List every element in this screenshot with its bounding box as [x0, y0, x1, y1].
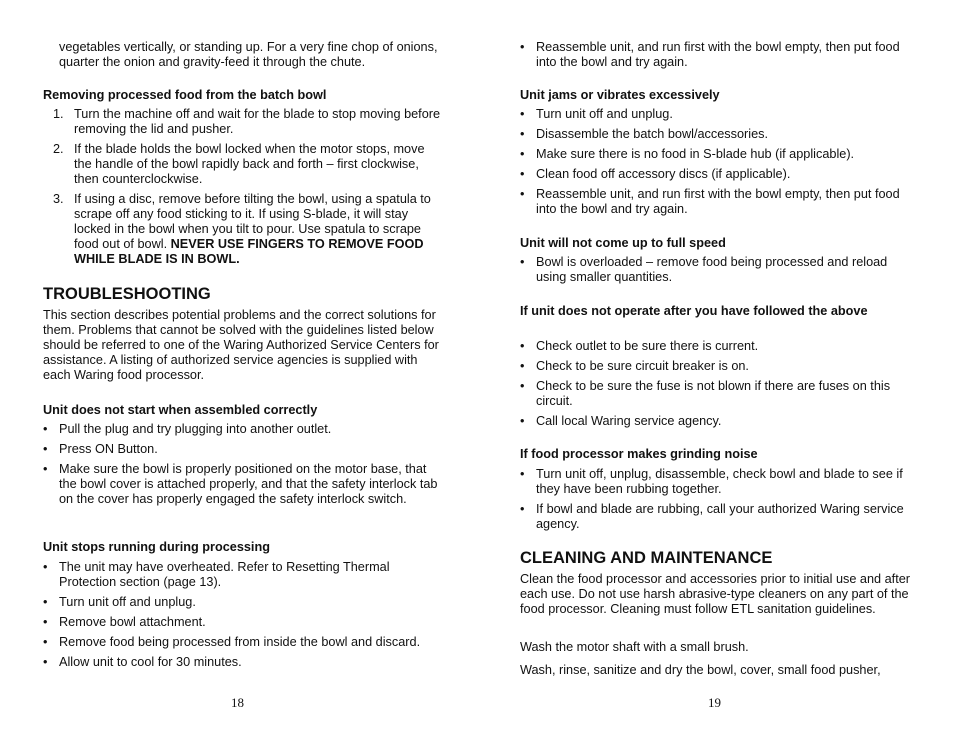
bullet: • [43, 442, 48, 456]
list-item [43, 442, 443, 457]
jams-heading: Unit jams or vibrates excessively [520, 88, 720, 102]
list-item [520, 467, 912, 497]
not-operate-list [520, 339, 912, 434]
bullet: • [43, 655, 48, 669]
bullet: • [43, 462, 48, 476]
item-text: Reassemble unit, and run first with the bowl empty, then put food into the bowl and try again. [536, 40, 900, 69]
item-text: Disassemble the batch bowl/accessories. [536, 127, 769, 141]
bullet: • [520, 414, 525, 428]
not-start-list [43, 422, 443, 512]
list-item [43, 655, 443, 670]
item-text: Allow unit to cool for 30 minutes. [59, 655, 242, 669]
list-item [520, 147, 912, 162]
bullet: • [520, 502, 525, 516]
list-item [43, 615, 443, 630]
bullet: • [520, 339, 525, 353]
list-item [520, 255, 912, 285]
item-text: Turn unit off and unplug. [536, 107, 673, 121]
item-text: Check outlet to be sure there is current. [536, 339, 759, 353]
step-text: If the blade holds the bowl locked when the motor stops, move the handle of the bowl rapidly back and forth – first clockwise, then counterclockwise. [74, 142, 425, 186]
step-text: If using a disc, remove before tilting the bowl, using a spatula to scrape off any food sticking to it. If using S-blade, it will stay locked in the bowl when you tilt to pour. Use spatula to scrape food out of bowl. [74, 192, 431, 251]
grinding-list [520, 467, 912, 537]
page-number-right: 19 [708, 695, 721, 710]
bullet: • [520, 467, 525, 481]
item-text: Check to be sure the fuse is not blown if there are fuses on this circuit. [536, 379, 891, 408]
step-2 [43, 142, 443, 187]
removing-heading: Removing processed food from the batch bowl [43, 88, 327, 102]
list-item [43, 635, 443, 650]
list-item [520, 40, 912, 70]
step-3 [43, 192, 443, 267]
item-text: Press ON Button. [59, 442, 158, 456]
cleaning-paragraph-2: Wash the motor shaft with a small brush. [520, 640, 749, 654]
item-text: Make sure there is no food in S-blade hub (if applicable). [536, 147, 855, 161]
step-number: 2. [53, 142, 64, 156]
list-item [520, 359, 912, 374]
stops-heading: Unit stops running during processing [43, 540, 270, 554]
cleaning-paragraph-1: Clean the food processor and accessories prior to initial use and after each use. Do not use harsh abrasive-type cleaners on any part of the food processor. Cleaning must follow ETL sanitation guidelines. [520, 572, 911, 616]
bullet: • [520, 127, 525, 141]
bullet: • [43, 635, 48, 649]
list-item [43, 595, 443, 610]
bullet: • [43, 422, 48, 436]
not-start-heading: Unit does not start when assembled correctly [43, 403, 318, 417]
list-item [520, 502, 912, 532]
intro-continuation: vegetables vertically, or standing up. For a very fine chop of onions, quarter the onion and gravity-feed it through the chute. [59, 40, 438, 69]
bullet: • [43, 595, 48, 609]
page-number-left: 18 [231, 695, 244, 710]
item-text: Turn unit off, unplug, disassemble, check bowl and blade to see if they have been rubbing together. [536, 467, 903, 496]
bullet: • [520, 359, 525, 373]
list-item [520, 414, 912, 429]
item-text: Call local Waring service agency. [536, 414, 722, 428]
item-text: Pull the plug and try plugging into another outlet. [59, 422, 332, 436]
safety-warning: NEVER USE FINGERS TO REMOVE FOOD WHILE BLADE IS IN BOWL. [74, 237, 424, 266]
top-continuation-list [520, 40, 912, 75]
item-text: Clean food off accessory discs (if applicable). [536, 167, 791, 181]
step-text: Turn the machine off and wait for the blade to stop moving before removing the lid and pusher. [74, 107, 441, 136]
list-item [520, 339, 912, 354]
list-item [520, 187, 912, 217]
step-number: 3. [53, 192, 64, 206]
cleaning-heading: CLEANING AND MAINTENANCE [520, 549, 773, 567]
bullet: • [520, 379, 525, 393]
item-text: Turn unit off and unplug. [59, 595, 196, 609]
item-text: If bowl and blade are rubbing, call your authorized Waring service agency. [536, 502, 904, 531]
step-1 [43, 107, 443, 137]
item-text: Reassemble unit, and run first with the bowl empty, then put food into the bowl and try again. [536, 187, 900, 216]
bullet: • [520, 40, 525, 54]
removing-steps [43, 107, 443, 272]
cleaning-paragraph-3: Wash, rinse, sanitize and dry the bowl, cover, small food pusher, [520, 663, 881, 677]
bullet: • [43, 560, 48, 574]
item-text: Make sure the bowl is properly positioned on the motor base, that the bowl cover is attached properly, and that the safety interlock tab on the cover has properly engaged the safety interlock switch. [59, 462, 438, 506]
grinding-heading: If food processor makes grinding noise [520, 447, 758, 461]
list-item [43, 560, 443, 590]
list-item [520, 167, 912, 182]
speed-heading: Unit will not come up to full speed [520, 236, 726, 250]
stops-list [43, 560, 443, 675]
troubleshooting-intro: This section describes potential problems and the correct solutions for them. Problems that cannot be solved with the guidelines listed below should be referred to one of the Waring Authorized Service Centers for assistance. A listing of authorized service agencies is supplied with each Waring food processor. [43, 308, 439, 382]
item-text: Bowl is overloaded – remove food being processed and reload using smaller quantities. [536, 255, 888, 284]
bullet: • [520, 147, 525, 161]
list-item [520, 107, 912, 122]
bullet: • [520, 167, 525, 181]
not-operate-heading: If unit does not operate after you have followed the above [520, 304, 868, 318]
jams-list [520, 107, 912, 222]
bullet: • [520, 255, 525, 269]
bullet: • [520, 107, 525, 121]
list-item [520, 379, 912, 409]
list-item [43, 462, 443, 507]
speed-list [520, 255, 912, 290]
item-text: Check to be sure circuit breaker is on. [536, 359, 749, 373]
item-text: The unit may have overheated. Refer to Resetting Thermal Protection section (page 13). [59, 560, 390, 589]
list-item [520, 127, 912, 142]
bullet: • [520, 187, 525, 201]
list-item [43, 422, 443, 437]
item-text: Remove food being processed from inside the bowl and discard. [59, 635, 421, 649]
troubleshooting-heading: TROUBLESHOOTING [43, 285, 211, 303]
step-number: 1. [53, 107, 64, 121]
bullet: • [43, 615, 48, 629]
item-text: Remove bowl attachment. [59, 615, 206, 629]
